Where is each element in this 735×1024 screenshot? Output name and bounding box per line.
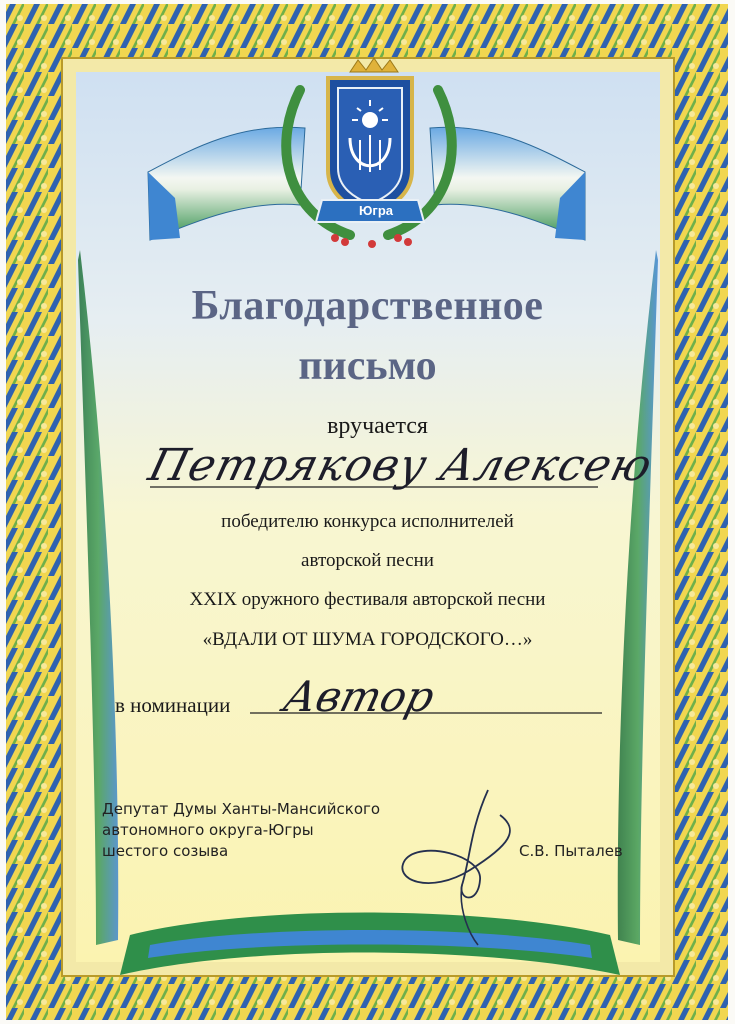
body-line-3: XXIX оружного фестиваля авторской песни [189, 589, 546, 610]
nomination-label: в номинации [115, 693, 231, 717]
presented-label: вручается [327, 413, 428, 439]
nomination-value: Автор [278, 672, 440, 721]
signatory-position-2: автономного округа-Югры [102, 821, 314, 839]
body-line-2: авторской песни [301, 550, 434, 571]
signatory-position-1: Депутат Думы Ханты-Мансийского [102, 800, 381, 818]
recipient-name: Петрякову Алексею [143, 440, 658, 491]
signatory-name: С.В. Пыталев [519, 842, 623, 860]
signatory-position-3: шестого созыва [102, 842, 229, 860]
emblem-ribbon-label: Югра [359, 203, 393, 218]
body-line-4: «ВДАЛИ ОТ ШУМА ГОРОДСКОГО…» [202, 629, 533, 650]
title-line-1: Благодарственное [191, 283, 544, 329]
title-line-2: письмо [298, 343, 437, 389]
coat-of-arms-icon [328, 78, 412, 215]
body-line-1: победителю конкурса исполнителей [221, 511, 514, 532]
